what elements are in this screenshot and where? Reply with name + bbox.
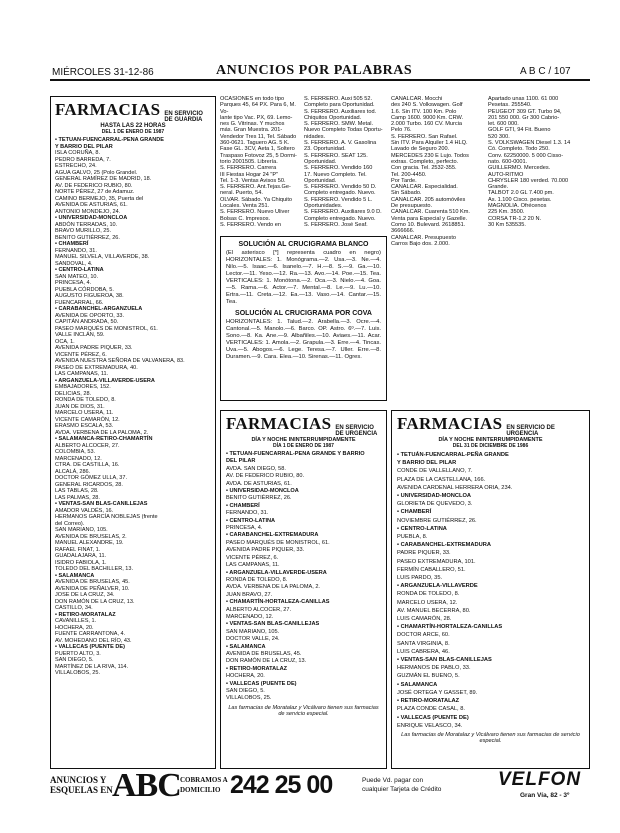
banner-pay-text (362, 776, 441, 794)
pharmacy-address: AVENIDA CARDENAL HERRERA ORIA, 234. (397, 484, 513, 491)
pharmacy-address: GUZMÁN EL BUENO, 5. (397, 673, 460, 680)
banner-mid-text (180, 775, 228, 795)
pharmacy-address: HOCHERA, 20. (226, 673, 265, 680)
crossword-blanco-text: (El asterisco [*] representa cuadro en negro) HORIZONTALES: 1. Monógrama.—2. Usa.—3. Ne.—4. Nilo.—5. Isaac.—6. Isanelo.—7. H.—8. S.—9. Ga.—10. Lector.—11. Yeso.—12. Ra.—13. Avo.—14. Poe.—15. Tea. VERTICALES: 1. Monótona.—2. Oca.—3. Nielo.—4. Goa.—5. Rama.—6. Actor.—7. Mental.—8. Le.—9. Lu.—10. Ertra.—11. Creta.—12. Ea.—13. Vaso.—14. Cantar.—15. Tea. (226, 250, 381, 305)
pharmacy-address: SAN DIEGO, 5. (55, 657, 94, 663)
pharmacy-address: ERASMO ESCALA, 53. (55, 423, 114, 429)
pharmacy-guard-title: FARMACIAS (55, 100, 161, 119)
pharmacy-address: ESTRECHO, 24. (55, 163, 97, 169)
pharmacy-address: MARCENADO, 12. (226, 613, 274, 620)
pharmacy-address: RONDA DE TOLEDO, 8. (226, 576, 288, 583)
pharmacy-guard-header (55, 100, 211, 123)
pharmacy-address: AVENIDA NUESTRA SEÑORA DE VALVANERA, 83. (55, 358, 185, 364)
pharmacy-address: VICENTE PÉREZ, 6. (226, 554, 279, 561)
pharmacy-address: PADRE PIQUER, 33. (397, 550, 451, 557)
pharmacy-address: DON RAMÓN DE LA CRUZ, 13. (226, 658, 307, 665)
header-date: MIÉRCOLES 31-12-86 (52, 67, 154, 78)
pharmacy-address: PASEO EXTREMADURA, 101. (397, 558, 476, 565)
district-heading: • CHAMARTÍN-HORTALEZA-CANILLAS (397, 624, 503, 631)
pharmacy-address: BENITO GUTIÉRREZ, 26. (226, 495, 292, 502)
pharmacy-address: CASTILLO, 34. (55, 605, 93, 611)
pharmacy-address: AMADOR VALDÉS, 16. (55, 507, 114, 514)
classified-ads-banner (50, 767, 590, 804)
pharmacy-address: NORTE PÉREZ, 27 de Adamuz. (55, 189, 135, 195)
pharmacy-address: VICENTE PÉREZ, 6. (55, 351, 107, 358)
pharmacy-address: MARCENADO, 12. (55, 455, 102, 462)
pharmacy-address: AVDA. SAN DIEGO, 58. (226, 465, 286, 472)
district-heading: • RETIRO-MORATALAZ (226, 665, 288, 672)
crossword-blanco-heading: SOLUCIÓN AL CRUCIGRAMA BLANCO (238, 241, 369, 248)
pharmacy-address: AVENIDA DE BRUSELAS, 2. (55, 533, 127, 540)
pharmacy-address: AV. MANUEL BECERRA, 80. (397, 607, 471, 614)
pharmacy-urgency-dec-title: FARMACIAS (397, 414, 503, 433)
pharmacy-address: ENRIQUE VELASCO, 34. (397, 722, 463, 729)
pharmacy-address: NOVIEMBRE GUTIÉRREZ, 26. (397, 517, 477, 524)
pharmacy-address: AVDA. VERBENA DE LA PALOMA, 2. (226, 584, 320, 591)
pharmacy-address: SANDOVAL, 4. (55, 260, 93, 267)
pharmacy-address: VILLALOBOS, 25. (55, 670, 101, 676)
pharmacy-address: RONDA DE TOLEDO, 8. (55, 397, 116, 403)
pharmacy-address: AGUA GALVO, 25 (Polo Grandel. (55, 169, 138, 176)
district-heading: • SALAMANCA-RETIRO-CHAMARTÍN (55, 436, 153, 442)
pharmacy-address: MANUEL ALEXANDRE, 19. (55, 540, 124, 546)
pharmacy-urgency-dec-hours: DÍA Y NOCHE ININTERRUMPIDAMENTE (438, 437, 543, 443)
district-heading: • SALAMANCA (55, 572, 95, 579)
pharmacy-address: PUERTO ALTO, 3. (55, 650, 101, 657)
district-heading: DEL PILAR (226, 458, 256, 465)
district-heading: • UNIVERSIDAD-MONCLOA (226, 488, 299, 495)
pharmacy-address: DON RAMÓN DE LA CRUZ, 13. (55, 598, 135, 605)
pharmacy-address: MARTÍNEZ DE LA RIVA, 114. (55, 663, 129, 670)
district-heading: • VALLECAS (PUENTE DE) (397, 714, 469, 721)
pharmacy-urgency-jan-hours: DÍA Y NOCHE ININTERRUMPIDAMENTE (251, 437, 356, 443)
pharmacy-address: CTRA. DE CASTILLA, 16. (55, 462, 120, 468)
pharmacy-address: RAFAEL FINAT, 1. (55, 546, 101, 553)
pharmacy-address: PRINCESA, 4. (226, 525, 263, 532)
district-heading: • SALAMANCA (226, 643, 266, 650)
district-heading: • CENTRO-LATINA (226, 517, 276, 524)
pharmacy-address: AV. DE FEDERICO RUBIO, 80. (55, 182, 133, 189)
pharmacy-address: DOCTOR GÓMEZ ULLA, 37. (55, 475, 128, 481)
district-heading: • TETUÁN-FUENCARRAL-PEÑA GRANDE (397, 452, 509, 458)
district-heading: • RETIRO-MORATALAZ (55, 611, 116, 618)
district-heading: • UNIVERSIDAD-MONCLOA (397, 493, 472, 500)
header-rule (50, 79, 590, 81)
pharmacy-address: ANTONIO MONDEJO, 24. (55, 208, 121, 215)
velfon-address: Gran Vía, 82 - 3º (520, 792, 570, 799)
pharmacy-address: JOSE DE LA CRUZ, 34. (55, 592, 115, 598)
pharmacy-address: COLOMBIA, 53. (55, 449, 96, 455)
pharmacy-address: AVDA. VERBENA DE LA PALOMA, 2. (55, 429, 149, 436)
pharmacy-urgency-dec-box (391, 410, 590, 769)
banner-left-line-1: ANUNCIOS Y (50, 775, 107, 785)
pharmacy-address: CONDE DE VALLELLANO, 7. (397, 468, 473, 475)
district-heading: • CHAMARTÍN-HORTALEZA-CANILLAS (226, 599, 330, 606)
pharmacy-address: PUEBLA CÓRDOBA, 5. (55, 286, 114, 293)
crossword-cova-heading: SOLUCIÓN AL CRUCIGRAMA POR COVA (235, 310, 372, 317)
pharmacy-address: LUIS CAMARÓN, 28. (397, 616, 452, 623)
district-heading: • CARABANCHEL-EXTREMADURA (226, 532, 319, 539)
pharmacy-address: BRAVO MURILLO, 25. (55, 228, 111, 234)
pharmacy-urgency-jan-list (226, 451, 381, 703)
pharmacy-address: HERMANOS GARCÍA NOBLEJAS (frente (55, 514, 158, 520)
pharmacy-address: CAVANILLES, 1. (55, 618, 97, 624)
pharmacy-address: JOSÉ ORTEGA Y GASSET, 89. (397, 689, 478, 696)
pharmacy-address: AVENIDA DE PEÑALVER, 10. (55, 585, 130, 592)
pharmacy-urgency-jan-header (226, 414, 381, 437)
pharmacy-address: CAPITÁN ANDRADA, 50. (55, 319, 119, 325)
pharmacy-address: ALCALÁ, 286. (55, 468, 91, 475)
pharmacy-address: AV. DE FEDERICO RUBIO, 80. (226, 473, 305, 480)
pharmacy-address: VICENTE CAMARÓN, 12. (55, 416, 120, 423)
banner-pay-line-2: cualquier Tarjeta de Crédito (362, 786, 442, 793)
pharmacy-address: LUIS CABRERA, 46. (397, 648, 450, 655)
district-heading: • TETUÁN-FUENCARRAL-PEÑA GRANDE Y BARRIO (226, 451, 365, 457)
pharmacy-guard-date: DEL 1 DE ENERO DE 1987 (101, 129, 165, 135)
pharmacy-address: SAN DIEGO, 5. (226, 688, 265, 694)
banner-mid-line-1: COBRAMOS A (180, 776, 228, 784)
pharmacy-address: LAS PALMAS, 28. (55, 494, 100, 501)
crossword-cova-text: HORIZONTALES: 1. Talud.—2. Arabella.—3. Ocre.—4. Cantonal.—5. Manolo.—6. Barco. OP. Astro. 6º.—7. Luis. Sono.—8. Ka. Ane.—9. Albañiles.—10. Aviaes.—11. Acar. VERTICALES: 1. Amola.—2. Grapula.—3. Erre.—4. Tincas. Uva.—5. Abogos.—6. Lege. Teresa.—7. Uller. Erre.—8. Duramen.—9. Cara. Elea.—10. Sirenas.—11. Ogres. (226, 319, 381, 360)
pharmacy-address: PLAZA DE LA CASTELLANA, 166. (397, 476, 486, 483)
pharmacy-address: HOCHERA, 20. (55, 624, 94, 631)
pharmacy-urgency-jan-date: DÍA 1 DE ENERO DE 1987 (273, 443, 334, 449)
pharmacy-address: LAS TABLAS, 28. (55, 488, 99, 494)
pharmacy-address: AVENIDA DE OPORTO, 33. (55, 312, 125, 319)
pharmacy-urgency-jan-footer: Las farmacias de Moratalaz y Vicálvaro tienen sus farmacias de servicio especial. (228, 704, 379, 718)
abc-logo: ABC (112, 767, 181, 804)
pharmacy-address: AVDA. DE ASTURIAS, 61. (226, 480, 292, 487)
pharmacy-address: AVENIDA DE ASTURIAS, 61. (55, 202, 128, 208)
pharmacy-address: VALLE INCLÁN, 59. (55, 332, 105, 338)
district-heading: • UNIVERSIDAD-MONCLOA (55, 215, 128, 221)
pharmacy-address: ISLA CORUÑA, 8. (55, 150, 101, 156)
district-heading: • CENTRO-LATINA (55, 267, 104, 273)
pharmacy-guard-subtitle: EN SERVICIO DE GUARDIA (164, 111, 203, 123)
district-heading: • VALLECAS (PUENTE DE) (55, 644, 125, 650)
pharmacy-guard-list (55, 137, 211, 677)
pharmacy-urgency-dec-subtitle: EN SERVICIO DE URGENCIA (506, 425, 555, 437)
pharmacy-address: GUADALAJARA, 11. (55, 553, 107, 559)
pharmacy-address: MANUEL SILVELA, VILLAVERDE, 38. (55, 254, 150, 260)
pharmacy-address: AUGUSTO FIGUEROA, 38. (55, 293, 124, 299)
page-number: A B C / 107 (520, 66, 571, 77)
pharmacy-address: BENITO GUTIÉRREZ, 26. (55, 234, 120, 241)
district-heading: • VENTAS-SAN BLAS-CANILLEJAS (226, 621, 320, 628)
district-heading: • VALLECAS (PUENTE DE) (226, 680, 297, 687)
pharmacy-address: DOCTOR ARCE, 60. (397, 632, 450, 639)
district-heading: • CARABANCHEL-EXTREMADURA (397, 542, 491, 549)
pharmacy-address: AV. MOHEDANO DEL RÍO, 43. (55, 637, 132, 644)
pharmacy-address: PLAZA CONDE CASAL, 8. (397, 706, 465, 713)
pharmacy-address: PASEO DE EXTREMADURA, 40. (55, 364, 138, 371)
district-heading: • CARABANCHEL-ARGANZUELA (55, 306, 143, 312)
ads-column-3: S. FERRERO. Auxi 505 52. Completo para Oportunidad. S. FERRERO. Auxiliares tod. Chiquitos Oportunidad. S. FERRERO. SMW. Metal. Nuevo Completo Todas Oportu- nidades. S. FERRERO. A. V. Gasolina 23. Oportunidad. S. FERRERO. SEAT 125. Oportunidad. S. FERRERO. Vendido 160 17. Nuevo Completo. Tel. Oportunidad. S. FERRERO. Vendido 50 D. Completo entregado. Nuevo. S. FERRERO. Vendido 5 L. Oportunidades. S. FERRERO. Auxiliares 9.0 D. Completo entregado. Nuevo. S. FERRERO. José Seaf. (304, 96, 383, 228)
pharmacy-address: PRINCESA, 4. (55, 280, 92, 286)
pharmacy-address: LAS CAMPANAS, 11. (55, 371, 109, 377)
district-heading: • CHAMBERÍ (397, 509, 432, 516)
ads-column-2: OCASIONES en todo tipo Parques 45, 64 PX. Para 6, M. Vo- lante tipo Vac. PX, 69. Lemo- nes G. Vitrinas. Y muchos más. Gran Muestra. 201- Vendedor Tres 11, Tel. Sábado 360-0621. Taguero AG. 5 K. Fase GL. 3CV, Aeta 1, Soltero Traspaso Fotovoz 25, 5 Dormi- torio 2001505. Librería. S. FERRERO. Carrera III Fiestas Hogar 24 "P" Tel. 1-3. Ventas Avisos 50. S. FERRERO. Ant.Tejas.Ge- neral. Puerto, 54. OLVAR. Sábado. Ya Chiquito Locales. Venta 251. S. FERRERO. Nuevo Uliver Bolsas C. Impresos. S. FERRERO. Vendo en (220, 96, 297, 228)
pharmacy-address: TOLEDO DEL BACHILLER, 13. (55, 566, 133, 572)
pharmacy-address: SAN MARIANO, 105. (226, 628, 280, 635)
pharmacy-address: MARCELO USERA, 12. (397, 599, 458, 606)
pharmacy-address: FERNANDO, 31. (55, 247, 97, 254)
pharmacy-address: PASEO MARQUÉS DE MONISTROL, 61. (226, 539, 330, 546)
pharmacy-address: FERMÍN CABALLERO, 51. (397, 566, 466, 573)
pharmacy-urgency-jan-box (220, 410, 387, 769)
banner-pay-line-1: Puede Vd. pagar con (362, 777, 424, 784)
pharmacy-address: VILLALOBOS, 25. (226, 695, 272, 702)
pharmacy-address: ISIDRO FABIOLA, 1. (55, 559, 107, 566)
pharmacy-address: DELICIAS, 28. (55, 390, 92, 397)
phone-number: 242 25 00 (230, 771, 333, 799)
pharmacy-urgency-dec-header (397, 414, 584, 437)
pharmacy-address: GENERAL RICARDOS, 28. (55, 481, 123, 488)
banner-left-text (50, 775, 113, 795)
pharmacy-urgency-dec-date: DEL 31 DE DICIEMBRE DE 1986 (452, 443, 529, 449)
pharmacy-guard-hours: HASTA LAS 22 HORAS (100, 123, 166, 129)
pharmacy-urgency-dec-list (397, 451, 584, 730)
pharmacy-address: GENERAL RAMÍREZ DE MADRID, 18. (55, 176, 152, 182)
pharmacy-address: MARCELO USERA, 11. (55, 410, 114, 416)
pharmacy-address: ABDÓN TERRADAS, 10. (55, 221, 118, 228)
pharmacy-address: JUAN DE DIOS, 31. (55, 403, 105, 410)
district-heading: • CHAMBERÍ (55, 241, 89, 247)
pharmacy-address: AVENIDA DE BRUSELAS, 45. (55, 579, 130, 585)
district-heading: • RETIRO-MORATALAZ (397, 698, 460, 705)
pharmacy-urgency-dec-footer: Las farmacias de Moratalaz y Vicálvaro tienen sus farmacias de servicio especial. (401, 731, 580, 745)
pharmacy-urgency-jan-subtitle: EN SERVICIO DE URGENCIA (335, 425, 378, 437)
district-heading: • TETUAN-FUENCARRAL-PEÑA GRANDE (55, 137, 164, 143)
pharmacy-address: EMBAJADORES, 152. (55, 384, 111, 390)
pharmacy-address: DOCTOR VALLE, 24. (226, 636, 280, 643)
pharmacy-urgency-jan-title: FARMACIAS (226, 414, 332, 433)
pharmacy-guard-box (50, 96, 216, 769)
pharmacy-address: HERMANOS DE PABLO, 33. (397, 665, 471, 672)
district-heading: Y BARRIO DEL PILAR (55, 143, 113, 150)
pharmacy-address: LAS CAMPANAS, 11. (226, 562, 280, 569)
pharmacy-address: PEDRO BARREDA, 7. (55, 156, 111, 163)
district-heading: • VENTAS-SAN BLAS-CANILLEJAS (55, 501, 148, 507)
crossword-solutions-box (220, 236, 387, 401)
banner-left-line-2: ESQUELAS EN (50, 785, 113, 795)
pharmacy-address: SAN MARIANO, 105. (55, 527, 108, 533)
ads-column-4: CANALCAR. Mocchi des 240 S. Volkswagen. Golf 1.6. Sin ITV. 100 Km. Polo Camp 1600. 9000 Km. CRW. 2.000 Turbo. 160 CV. Murcia Pelo 76. S. FERRERO. San Rafael. Sin ITV. Para Alquiler 1.4 HLQ. Lavado de Seguro 200. MERCEDES 230 E Lujo. Todos extras. Completo, perfecto. Con gracia. Tel. 2532-355. Tel. 200-4450. Por Tarde. CANALCAR. Especialidad. Sin Sábado. CANALCAR. 205 automóviles De presupuesto. CANALCAR. Cuarenta 510 Km. Venta para Especial y Gazelle. Como 10. Bulevard. 2618851. 3666666. CANALCAR. Presupuesto Carros Bajo dos. 2.000. (391, 96, 470, 247)
pharmacy-address: ALBERTO ALCOCER, 27. (226, 606, 292, 613)
district-heading: • CHAMBERÍ (226, 502, 260, 509)
velfon-logo: VELFON (498, 769, 582, 790)
district-heading: • ARGANZUELA-VILLAVERDE-USERA (55, 377, 155, 384)
pharmacy-address: LUIS PARDO, 35. (397, 575, 443, 582)
pharmacy-address: PUEBLA, 8. (397, 534, 428, 541)
pharmacy-address: SAN MATEO, 10. (55, 273, 99, 280)
pharmacy-address: JUAN BRAVO, 27. (226, 591, 273, 598)
section-title: ANUNCIOS POR PALABRAS (216, 63, 413, 78)
ads-column-5: Apartado unas 1100. 61 000 Pesetas. 255540. PEUGEOT 309 GT. Turbo 94, 201 550 000. Gr 300 Cabrio- let. 600 000. GOLF GTI, 94 Fit. Bueno 520 300. S. VOLKSWAGEN Diesel 1.3. 14 Có. Completo. Todo 250. Conv. 62250000. 5 000 Cisso- nato. 600-0001. GUILLERMO. Mercedes. AUTO-RITMO CHRYSLER 180 verded. 70.000 Grande. TALBOT 2.0 GL 7.400 pm. As. 1.100 Cisco. pesetas. MAGNOLIA. Ofrécenos 225 Km. 3500. CORSA TR-1.2 20 N. 30 Km 535535. (488, 96, 571, 228)
district-heading: Y BARRIO DEL PILAR (397, 460, 457, 467)
pharmacy-address: FERNANDO, 31. (226, 510, 269, 517)
pharmacy-address: AVENIDA DE BRUSELAS, 45. (226, 650, 302, 657)
pharmacy-address: GLORIETA DE QUEVEDO, 3. (397, 501, 473, 508)
pharmacy-address: FUENCARRAL, 66. (55, 299, 104, 306)
pharmacy-address: ALBERTO ALCOCER, 27. (55, 442, 120, 449)
district-heading: • SALAMANCA (397, 681, 438, 688)
district-heading: • ARGANZUELA-VILLAVERDE-USERA (226, 569, 327, 576)
pharmacy-address: RONDA DE TOLEDO, 8. (397, 591, 460, 598)
pharmacy-address: PASEO MARQUÉS DE MONISTROL, 61. (55, 325, 158, 332)
pharmacy-address: OCA, 1. (55, 338, 75, 345)
pharmacy-address: CAMINO BERMEJO, 35, Puerta del (55, 195, 144, 202)
banner-mid-line-2: DOMICILIO (180, 786, 221, 794)
district-heading: • VENTAS-SAN BLAS-CANILLEJAS (397, 657, 492, 664)
pharmacy-address: del Correo). (55, 520, 85, 527)
district-heading: • ARGANZUELA-VILLAVERDE (397, 583, 478, 590)
pharmacy-address: AVENIDA PADRE PIQUER, 33. (55, 345, 133, 351)
pharmacy-address: FUENTE CARRANTONA, 4. (55, 631, 126, 637)
district-heading: • CENTRO-LATINA (397, 525, 447, 532)
pharmacy-address: AVENIDA PADRE PIQUER, 33. (226, 547, 305, 554)
pharmacy-address: SANTA VIRGINIA, 8. (397, 640, 450, 647)
